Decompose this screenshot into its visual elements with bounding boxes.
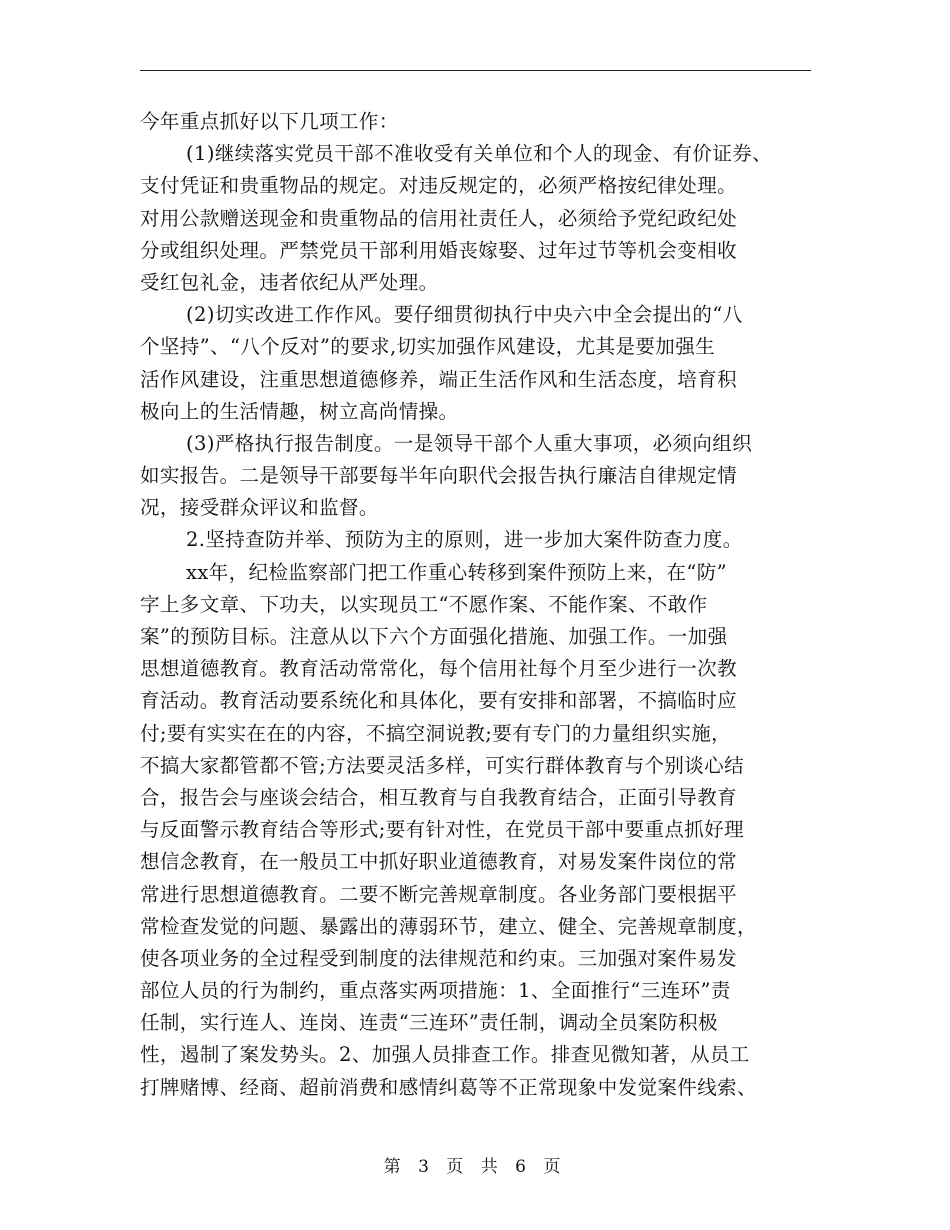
text-line: 案”的预防目标。注意从以下六个方面强化措施、加强工作。一加强: [140, 625, 728, 648]
text-line: 想信念教育，在一般员工中抓好职业道德教育，对易发案件岗位的常: [140, 850, 738, 874]
text-line: 合，报告会与座谈会结合，相互教育与自我教育结合，正面引导教育: [140, 785, 738, 809]
text-line: 与反面警示教育结合等形式;要有针对性，在党员干部中要重点抓好理: [140, 818, 744, 842]
text-line: (2)切实改进工作作风。要仔细贯彻执行中央六中全会提出的“八: [186, 303, 743, 327]
text-line: 育活动。教育活动要系统化和具体化，要有安排和部署，不搞临时应: [140, 689, 738, 713]
text-line: 字上多文章、下功夫，以实现员工“不愿作案、不能作案、不敢作: [140, 592, 708, 616]
text-line: 思想道德教育。教育活动常常化，每个信用社每个月至少进行一次教: [140, 657, 738, 681]
page-footer: 第 3 页 共 6 页: [383, 1157, 567, 1177]
text-line: 个坚持”、“八个反对”的要求,切实加强作风建设，尤其是要加强生: [140, 335, 716, 359]
header-rule: [140, 70, 811, 71]
text-line: 使各项业务的全过程受到制度的法律规范和约束。三加强对案件易发: [140, 946, 738, 970]
section-heading: 2.坚持查防并举、预防为主的原则，进一步加大案件防查力度。: [186, 528, 743, 552]
text-line: 分或组织处理。严禁党员干部利用婚丧嫁娶、过年过节等机会变相收: [140, 238, 738, 262]
text-line: 如实报告。二是领导干部要每半年向职代会报告执行廉洁自律规定情: [140, 464, 738, 488]
text-line: 活作风建设，注重思想道德修养，端正生活作风和生活态度，培育积: [140, 367, 738, 391]
text-line: 付;要有实实在在的内容，不搞空洞说教;要有专门的力量组织实施，: [140, 721, 732, 745]
text-line: (1)继续落实党员干部不准收受有关单位和个人的现金、有价证券、: [186, 142, 773, 166]
text-line: 极向上的生活情趣，树立高尚情操。: [140, 399, 459, 423]
text-line: 受红包礼金，违者依纪从严处理。: [140, 270, 439, 294]
text-line: 支付凭证和贵重物品的规定。对违反规定的，必须严格按纪律处理。: [140, 174, 738, 198]
text-line: 况，接受群众评议和监督。: [140, 496, 379, 520]
text-line: 任制，实行连人、连岗、连责“三连环”责任制，调动全员案防积极: [140, 1011, 718, 1035]
text-line: 部位人员的行为制约，重点落实两项措施：1、全面推行“三连环”责: [140, 979, 731, 1003]
text-line: 今年重点抓好以下几项工作：: [140, 110, 399, 133]
document-body: [140, 106, 820, 1104]
text-line: 常检查发觉的问题、暴露出的薄弱环节，建立、健全、完善规章制度，: [140, 914, 757, 938]
text-line: 常进行思想道德教育。二要不断完善规章制度。各业务部门要根据平: [140, 882, 738, 906]
text-line: 不搞大家都管都不管;方法要灵活多样，可实行群体教育与个别谈心结: [140, 753, 744, 777]
text-line: xx年，纪检监察部门把工作重心转移到案件预防上来，在“防”: [186, 560, 728, 584]
text-line: (3)严格执行报告制度。一是领导干部个人重大事项，必须向组织: [186, 431, 753, 455]
text-line: 性，遏制了案发势头。2、加强人员排查工作。排查见微知著，从员工: [140, 1043, 750, 1067]
text-line: 对用公款赠送现金和贵重物品的信用社责任人，必须给予党纪政纪处: [140, 206, 738, 230]
text-line: 打牌赌博、经商、超前消费和感情纠葛等不正常现象中发觉案件线索、: [140, 1075, 757, 1099]
